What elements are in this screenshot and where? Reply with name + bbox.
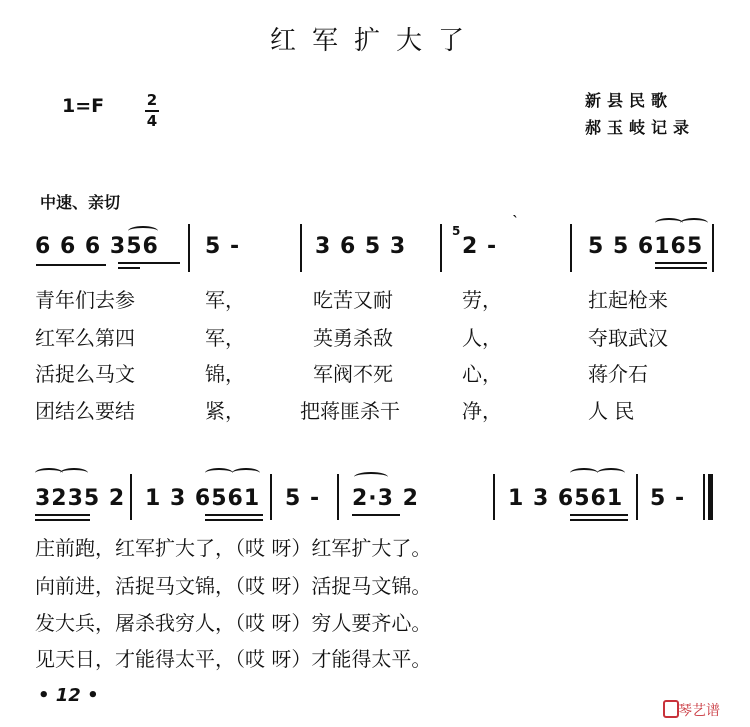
measure-6: 3235 2 [35,486,126,511]
breath-mark: ` [512,214,519,230]
slur [354,472,388,482]
lyric-4-b: 紧， [205,399,245,423]
lyric-1-c: 吃苦又耐 [313,288,393,312]
slur [655,218,683,228]
lyric-2-a: 红军么第四 [35,326,135,350]
lyric-5: 庄前跑，红军扩大了，（哎 呀）红军扩大了。 [35,536,432,560]
measure-3: 3 6 5 3 [315,234,407,259]
lyric-2-c: 英勇杀敌 [313,326,393,350]
beam-underline [655,267,707,269]
slur [60,468,88,478]
lyric-3-e: 蒋介石 [588,362,648,386]
final-barline [708,474,713,520]
lyric-3-d: 心， [462,362,502,386]
lyric-4-e: 人 民 [588,399,635,423]
watermark-text: 琴艺谱 [678,703,720,719]
barline [440,224,442,272]
lyric-2-d: 人， [462,326,502,350]
measure-9: 2·3 2 [352,486,419,511]
beam-underline [118,262,180,264]
beam-underline [205,514,263,516]
barline [636,474,638,520]
measure-5: 5 5 6165 [588,234,704,259]
slur [205,468,233,478]
lyric-4-a: 团结么要结 [35,399,135,423]
meter-top: 2 [146,91,158,109]
barline [712,224,714,272]
watermark-logo-icon [663,700,679,718]
measure-10: 1 3 6561 [508,486,624,511]
barline [570,224,572,272]
meter-bottom: 4 [146,112,158,130]
beam-underline [35,519,90,521]
lyric-2-e: 夺取武汉 [588,326,668,350]
grace-note: 5 [452,224,461,238]
measure-7: 1 3 6561 [145,486,261,511]
measure-2: 5 - [205,234,241,259]
lyric-2-b: 军， [205,326,245,350]
lyric-1-b: 军， [205,288,245,312]
slur [232,468,260,478]
measure-8: 5 - [285,486,321,511]
lyric-1-a: 青年们去参 [35,288,135,312]
barline [300,224,302,272]
lyric-8: 见天日，才能得太平，（哎 呀）才能得太平。 [35,647,432,671]
slur [35,468,63,478]
lyric-3-c: 军阀不死 [313,362,393,386]
lyric-3-b: 锦， [205,362,245,386]
slur [597,468,625,478]
beam-underline [205,519,263,521]
lyric-7: 发大兵，屠杀我穷人，（哎 呀）穷人要齐心。 [35,611,432,635]
beam-underline [570,514,628,516]
lyric-1-e: 扛起枪来 [588,288,668,312]
barline [493,474,495,520]
beam-underline [352,514,400,516]
lyric-6: 向前进，活捉马文锦，（哎 呀）活捉马文锦。 [35,574,432,598]
barline [270,474,272,520]
slur [570,468,598,478]
slur [680,218,708,228]
barline [130,474,132,520]
tempo-marking: 中速、亲切 [40,193,121,212]
time-signature [145,92,159,130]
beam-underline [570,519,628,521]
measure-4: 2 - [462,234,498,259]
beam-underline [655,262,707,264]
lyric-3-a: 活捉么马文 [35,362,135,386]
lyric-1-d: 劳， [462,288,502,312]
page-number: • 12 • [38,685,99,706]
beam-underline [36,264,106,266]
barline [703,474,705,520]
credit-source: 新县民歌 [585,91,674,110]
song-title: 红军扩大了 [269,26,480,56]
slur [128,226,158,236]
key-signature: 1=F [62,95,105,117]
lyric-4-d: 净， [462,399,502,423]
measure-11: 5 - [650,486,686,511]
barline [337,474,339,520]
beam-underline [118,267,140,269]
barline [188,224,190,272]
lyric-4-c: 把蒋匪杀干 [300,399,400,423]
measure-1: 6 6 6 356 [35,234,159,259]
credit-transcriber: 郝玉岐记录 [585,118,696,137]
beam-underline [35,514,90,516]
